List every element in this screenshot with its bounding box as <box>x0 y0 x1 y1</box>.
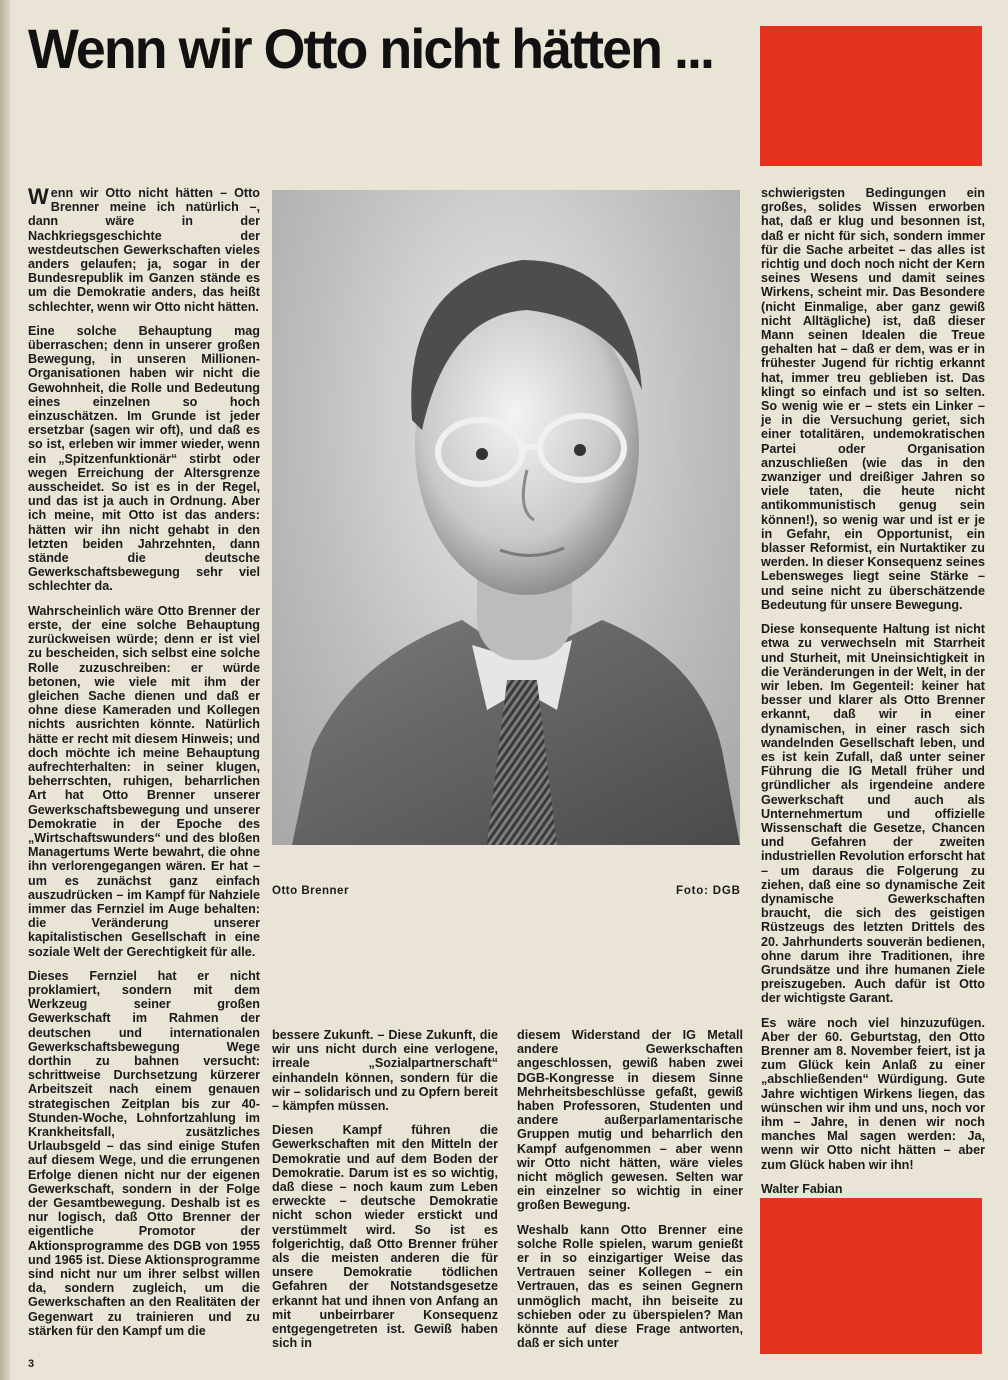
red-accent-block-bottom <box>760 1198 982 1354</box>
article-paragraph <box>28 186 260 314</box>
article-paragraph: bessere Zukunft. – Diese Zukunft, die wir uns nicht durch eine verlogene, irreale „Sozialpartnerschaft“ einhandeln können, sondern für die wir – solidarisch und zu Opfern bereit – kämpfen müssen. <box>272 1028 498 1114</box>
drop-cap: W <box>28 184 49 209</box>
article-paragraph: schwierigsten Bedingungen ein großes, solides Wissen erworben hat, daß er klug und besonnen ist, daß er nicht für sich, sondern immer für die Sache arbeitet – das alles ist richtig und doch noch nicht der Kern seines Wesens und damit seines Wirkens, scheint mir. Das Besondere (nicht Einmalige, aber ganz gewiß nicht Alltägliche) ist, daß dieser Mann seinen Idealen die Treue gehalten hat – daß er dem, was er in frühester Jugend für richtig erkannt hat, immer treu geblieben ist. Das klingt so einfach und ist so selten. So wenig wie er – stets ein Linker – je in die Versuchung geriet, sich einer totalitären, undemokratischen Partei oder Organisation anzuschließen (wie das in den zwanziger und dreißiger Jahren so viele taten, die heute nicht antikommunistisch genug sein können!), so wenig war und ist er je in Gefahr, ein Opportunist, ein blasser Reformist, ein Nurtaktiker zu werden. In dieser Konsequenz seines Lebensweges liegt seine Stärke – und seine nicht zu überschätzende Bedeutung für unsere Bewegung. <box>761 186 985 612</box>
article-paragraph: diesem Widerstand der IG Metall andere Gewerkschaften angeschlossen, gewiß haben zwei DGB-Kongresse in diesem Sinne Mehrheitsbeschlüsse gefaßt, gewiß haben Professoren, Studenten und andere außerparlamentarische Gruppen mutig und beharrlich den Kampf aufgenommen – aber wenn wir Otto nicht hätten, wäre vieles nicht möglich gewesen. Selten war ein einzelner so wichtig in einer großen Bewegung. <box>517 1028 743 1213</box>
article-paragraph: Diese konsequente Haltung ist nicht etwa zu verwechseln mit Starrheit und Sturheit, mit Uneinsichtigkeit in die Veränderungen in der Welt, in der wir leben. Im Gegenteil: keiner hat besser und klarer als Otto Brenner erkannt, daß wir in einer dynamischen, in einer rasch sich wandelnden Gesellschaft leben, und es ist kein Zufall, daß unter seiner Führung die IG Metall früher und gründlicher als irgendeine andere Gewerkschaft und auch als Unternehmertum und offizielle Wissenschaft die Gesetze, Chancen und Gefahren der zweiten industriellen Revolution erforscht hat – um daraus die Folgerung zu ziehen, daß eine so dynamische Zeit dynamische Gewerkschaften braucht, die sich des geistigen Rüstzeugs des letzten Drittels des 20. Jahrhunderts souverän bedienen, ohne darum ihre Traditionen, ihre Grundsätze und ihre humanen Ziele preiszugeben. Auch dafür ist Otto der wichtigste Garant. <box>761 622 985 1006</box>
article-column-1 <box>28 186 260 1348</box>
portrait-illustration <box>272 190 740 845</box>
article-column-4 <box>761 186 985 1196</box>
page-title: Wenn wir Otto nicht hätten ... <box>28 17 714 80</box>
red-accent-block-top <box>760 26 982 166</box>
article-paragraph: Eine solche Behauptung mag überraschen; denn in unserer großen Bewegung, in unseren Millionen-Organisationen haben wir nicht die Gewohnheit, die Rolle und Bedeutung eines einzelnen so hoch einzuschätzen. Im Grunde ist jeder ersetzbar (sagen wir oft), und daß es so ist, erleben wir immer wieder, wenn ein „Spitzenfunktionär“ stirbt oder wegen Erreichung der Altersgrenze ausscheidet. So ist es in der Regel, und das ist ja auch in Ordnung. Aber ich meine, mit Otto ist das anders: hätten wir ihn nicht gehabt in den letzten beiden Jahrzehnten, dann stände die deutsche Gewerkschaftsbewegung sehr viel schlechter da. <box>28 323 260 594</box>
article-paragraph: Wahrscheinlich wäre Otto Brenner der erste, der eine solche Behauptung zurückweisen würde; denn er ist viel zu bescheiden, sich selbst eine solche Rolle zuzuschreiben: er würde betonen, wie viele mit ihm der gleichen Sache dienen und daß er ohne diese Kameraden und Kollegen nichts ausrichten könnte. Natürlich hätte er recht mit diesem Hinweis; und doch möchte ich meine Behauptung aufrechterhalten: in seiner klugen, beherrschten, ruhigen, beharrlichen Art hat Otto Brenner unserer Gewerkschaftsbewegung und unserer Demokratie in der Epoche des „Wirtschaftswunders“ und des bloßen Managertums Werte bewahrt, die ohne ihn verlorengegangen wären. Er hat – um es zunächst ganz einfach auszudrücken – im Kampf für Nahziele immer das Fernziel im Auge behalten: die Veränderung unserer kapitalistischen Gesellschaft in eine soziale Welt der Gerechtigkeit für alle. <box>28 603 260 959</box>
author-name: Walter Fabian <box>761 1181 843 1196</box>
article-paragraph: Weshalb kann Otto Brenner eine solche Rolle spielen, warum genießt er in so einzigartiger Weise das Vertrauen seiner Kollegen – ein Vertrauen, das es seinen Gegnern unmöglich macht, ihn beiseite zu schieben oder zu überspielen? Man könnte auf diese Frage antworten, daß er sich unter <box>517 1222 743 1351</box>
article-paragraph: Diesen Kampf führen die Gewerkschaften mit den Mitteln der Demokratie und auf dem Boden der Demokratie. Darum ist es so wichtig, daß diese – noch kaum zum Leben erweckte – deutsche Demokratie nicht schon wieder erstickt und verstümmelt wird. So ist es folgerichtig, daß Otto Brenner früher als die meisten anderen die für unsere Demokratie tödlichen Gefahren der Notstandsgesetze erkannt hat und ihnen von Anfang an mit unbeirrbarer Konsequenz entgegengetreten ist. Gewiß haben sich in <box>272 1123 498 1351</box>
page-binding-edge <box>0 0 10 1380</box>
article-paragraph: Es wäre noch viel hinzuzufügen. Aber der 60. Geburtstag, den Otto Brenner am 8. November feiert, ist ja zum Glück kein Anlaß zu einer „abschließenden“ Würdigung. Gute Jahre wichtigen Wirkens liegen, das wünschen wir ihm und uns, noch vor ihm – Jahre, in denen wir noch manches Mal sagen werden: Ja, wenn wir Otto nicht hätten – aber zum Glück haben wir ihn! <box>761 1015 985 1172</box>
article-column-2 <box>272 1028 498 1351</box>
portrait-photo <box>272 190 740 845</box>
article-paragraph: Dieses Fernziel hat er nicht proklamiert, sondern mit dem Werkzeug seiner großen Gewerkschaft im Rahmen der deutschen und internationalen Gewerkschaftsbewegung Wege dorthin zu bahnen versucht: schrittweise Durchsetzung kürzerer Arbeitszeit nach einem genauen strategischen Zeitplan bis zur 40-Stunden-Woche, Lohnfortzahlung im Krankheitsfall, zusätzliches Urlaubsgeld – das sind einige Stufen auf diesem Wege, und die errungenen Erfolge dienen nicht nur der eigenen Gewerkschaft, sondern in der Folge der Gesamtbewegung. Deshalb ist es nur logisch, daß Otto Brenner der eigentliche Promotor der Aktionsprogramme des DGB von 1955 und 1965 ist. Diese Aktionsprogramme sind nicht nur um ihrer selbst willen da, sondern zugleich, um die Gewerkschaften an den Realitäten der Gegenwart zu trainieren und zu stärken für den Kampf um die <box>28 968 260 1338</box>
article-column-3 <box>517 1028 743 1351</box>
page-number: 3 <box>28 1358 35 1370</box>
photo-credit: Foto: DGB <box>676 885 741 897</box>
photo-caption-name: Otto Brenner <box>272 885 349 897</box>
opening-text: enn wir Otto nicht hätten – Otto Brenner meine ich natürlich –, dann wäre in der Nachkriegsgeschichte der westdeutschen Gewerkschaften vieles anders gelaufen; ja, sogar in der Bundesrepublik im Ganzen stände es um die Demokratie anders, das heißt schlechter, wenn wir Otto nicht hätten. <box>28 186 260 314</box>
